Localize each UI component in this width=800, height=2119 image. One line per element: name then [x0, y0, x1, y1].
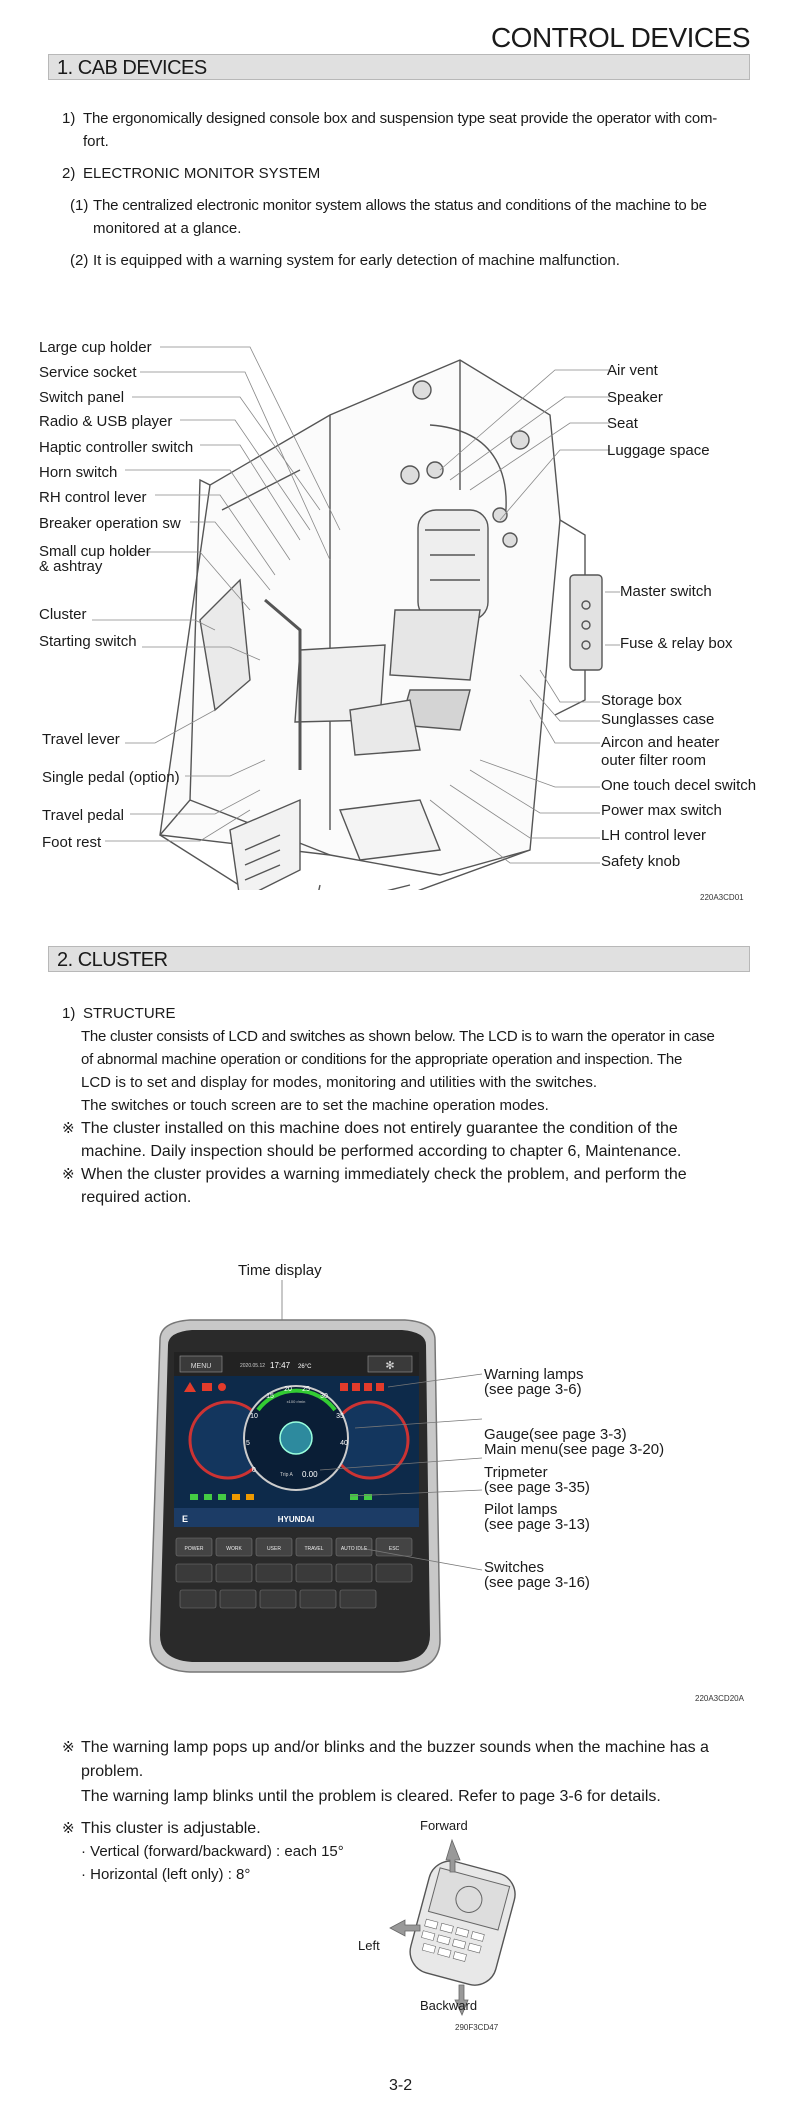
page-title: CONTROL DEVICES — [490, 22, 750, 53]
section-title: 2. CLUSTER — [57, 949, 168, 971]
gauge-tick-label: 10 — [250, 1413, 258, 1420]
figure-code: 220A3CD20A — [695, 1694, 744, 1703]
callout-speaker: Speaker — [607, 389, 663, 406]
callout-warning-lamps-ref: (see page 3-6) — [484, 1381, 582, 1398]
section-heading-cab-devices — [48, 54, 750, 80]
paragraph-line: fort. — [83, 133, 109, 150]
note-line: · Horizontal (left only) : 8° — [81, 1866, 251, 1883]
work-button-label: WORK — [226, 1546, 242, 1552]
callout-one-touch-decel-switch: One touch decel switch — [601, 777, 757, 794]
callout-sunglasses-case: Sunglasses case — [601, 711, 715, 728]
callout-air-vent: Air vent — [607, 362, 658, 379]
gauge-rpm-label: x100 r/min — [286, 1399, 306, 1404]
note-mark: ※ — [62, 1166, 75, 1183]
callout-foot-rest: Foot rest — [42, 834, 102, 851]
callout-storage-box: Storage box — [601, 692, 682, 709]
callout-small-cup-holder: Small cup holder — [39, 543, 151, 560]
callout-horn-switch: Horn switch — [39, 464, 118, 481]
user-button-label: USER — [267, 1546, 281, 1552]
callout-fuse-relay-box: Fuse & relay box — [620, 635, 733, 652]
paragraph-line: of abnormal machine operation or conditions for the appropriate operation and inspection. The — [81, 1051, 683, 1068]
trip-label: Trip A — [280, 1472, 293, 1478]
note-line: · Vertical (forward/backward) : each 15° — [81, 1843, 344, 1860]
gauge-tick-label: 25 — [302, 1386, 310, 1393]
power-button-label: POWER — [184, 1546, 204, 1552]
callout-master-switch: Master switch — [620, 583, 712, 600]
cluster-date: 2020.05.12 — [240, 1363, 266, 1369]
note-line: problem. — [81, 1763, 144, 1780]
subsection-title: STRUCTURE — [83, 1005, 176, 1022]
callout-switches-ref: (see page 3-16) — [484, 1574, 590, 1591]
item-number: 2) — [62, 165, 76, 182]
gauge-tick-label: 20 — [284, 1386, 292, 1393]
callout-aircon-heater: Aircon and heater — [601, 734, 720, 751]
callout-starting-switch: Starting switch — [39, 633, 137, 650]
auto-idle-button-label: AUTO IDLE — [340, 1546, 368, 1552]
note-line: When the cluster provides a warning immediately check the problem, and perform the — [81, 1166, 687, 1183]
cluster-time: 17:47 — [270, 1361, 291, 1370]
gauge-tick-label: 40 — [340, 1440, 348, 1447]
callout-radio-usb-player: Radio & USB player — [39, 413, 173, 430]
cluster-adjustment-illustration — [360, 1830, 560, 2020]
paragraph-line: monitored at a glance. — [93, 220, 242, 237]
callout-large-cup-holder: Large cup holder — [39, 339, 152, 356]
mode-indicator: E — [182, 1514, 189, 1524]
callout-travel-pedal: Travel pedal — [42, 807, 124, 824]
callout-main-menu: Main menu(see page 3-20) — [484, 1441, 665, 1458]
cluster-menu-label: MENU — [190, 1363, 212, 1370]
callout-gauge: Gauge(see page 3-3) — [484, 1426, 627, 1443]
paragraph-line: It is equipped with a warning system for early detection of machine malfunction. — [93, 252, 620, 269]
callout-time-display: Time display — [238, 1262, 322, 1279]
paragraph-line: The ergonomically designed console box and suspension type seat provide the operator with com- — [83, 110, 718, 127]
brand-logo: HYUNDAI — [277, 1515, 315, 1524]
callout-travel-lever: Travel lever — [42, 731, 120, 748]
callout-switches: Switches — [484, 1559, 545, 1576]
section-heading-cluster — [48, 946, 750, 972]
callout-rh-control-lever: RH control lever — [39, 489, 147, 506]
note-line: machine. Daily inspection should be performed according to chapter 6, Maintenance. — [81, 1143, 682, 1160]
item-number: 1) — [62, 110, 76, 127]
travel-button-label: TRAVEL — [304, 1546, 324, 1552]
note-line: The cluster installed on this machine does not entirely guarantee the condition of the — [81, 1120, 678, 1137]
callout-haptic-controller-switch: Haptic controller switch — [39, 439, 194, 456]
callout-ashtray: & ashtray — [39, 558, 103, 575]
callout-single-pedal: Single pedal (option) — [42, 769, 180, 786]
paragraph-line: The centralized electronic monitor system allows the status and conditions of the machine to be — [93, 197, 707, 214]
note-line: This cluster is adjustable. — [81, 1820, 261, 1837]
callout-switch-panel: Switch panel — [39, 389, 125, 406]
callout-breaker-operation-sw: Breaker operation sw — [39, 515, 181, 532]
item-number: 1) — [62, 1005, 76, 1022]
gauge-tick-label: 5 — [246, 1440, 250, 1447]
gauge-tick-label: 15 — [266, 1393, 274, 1400]
item-number: (2) — [70, 252, 89, 269]
label-left: Left — [358, 1938, 380, 1953]
note-line: required action. — [81, 1189, 192, 1206]
trip-value: 0.00 — [302, 1470, 318, 1479]
callout-lh-control-lever: LH control lever — [601, 827, 707, 844]
callout-outer-filter-room: outer filter room — [601, 752, 707, 769]
fan-icon: ✻ — [385, 1360, 395, 1372]
esc-button-label: ESC — [388, 1546, 400, 1552]
figure-code: 220A3CD01 — [700, 893, 744, 902]
cluster-temp: 26°C — [298, 1364, 312, 1370]
note-line: The warning lamp blinks until the problem is cleared. Refer to page 3-6 for details. — [81, 1788, 661, 1805]
callout-service-socket: Service socket — [39, 364, 137, 381]
note-mark: ※ — [62, 1739, 75, 1756]
gauge-tick-label: 30 — [320, 1393, 328, 1400]
callout-safety-knob: Safety knob — [601, 853, 681, 870]
label-backward: Backward — [420, 1998, 478, 2013]
figure-code: 290F3CD47 — [455, 2023, 499, 2032]
paragraph-line: The cluster consists of LCD and switches as shown below. The LCD is to warn the operator in case — [81, 1028, 715, 1045]
subsection-title: ELECTRONIC MONITOR SYSTEM — [83, 165, 321, 182]
paragraph-line: The switches or touch screen are to set the machine operation modes. — [81, 1097, 549, 1114]
callout-cluster: Cluster — [39, 606, 87, 623]
callout-pilot-lamps-ref: (see page 3-13) — [484, 1516, 590, 1533]
item-number: (1) — [70, 197, 89, 214]
callout-luggage-space: Luggage space — [607, 442, 710, 459]
callout-power-max-switch: Power max switch — [601, 802, 722, 819]
cluster-illustration — [130, 1280, 690, 1680]
note-mark: ※ — [62, 1120, 75, 1137]
label-forward: Forward — [420, 1818, 468, 1833]
note-line: The warning lamp pops up and/or blinks and the buzzer sounds when the machine has a — [81, 1739, 709, 1756]
page-number: 3-2 — [389, 2077, 413, 2094]
callout-tripmeter: Tripmeter — [484, 1464, 548, 1481]
callout-tripmeter-ref: (see page 3-35) — [484, 1479, 590, 1496]
paragraph-line: LCD is to set and display for modes, monitoring and utilities with the switches. — [81, 1074, 598, 1091]
callout-warning-lamps: Warning lamps — [484, 1366, 584, 1383]
callout-seat: Seat — [607, 415, 638, 432]
note-mark: ※ — [62, 1820, 75, 1837]
section-title: 1. CAB DEVICES — [57, 57, 207, 79]
gauge-tick-label: 0 — [252, 1467, 256, 1474]
gauge-tick-label: 35 — [336, 1413, 344, 1420]
callout-pilot-lamps: Pilot lamps — [484, 1501, 558, 1518]
